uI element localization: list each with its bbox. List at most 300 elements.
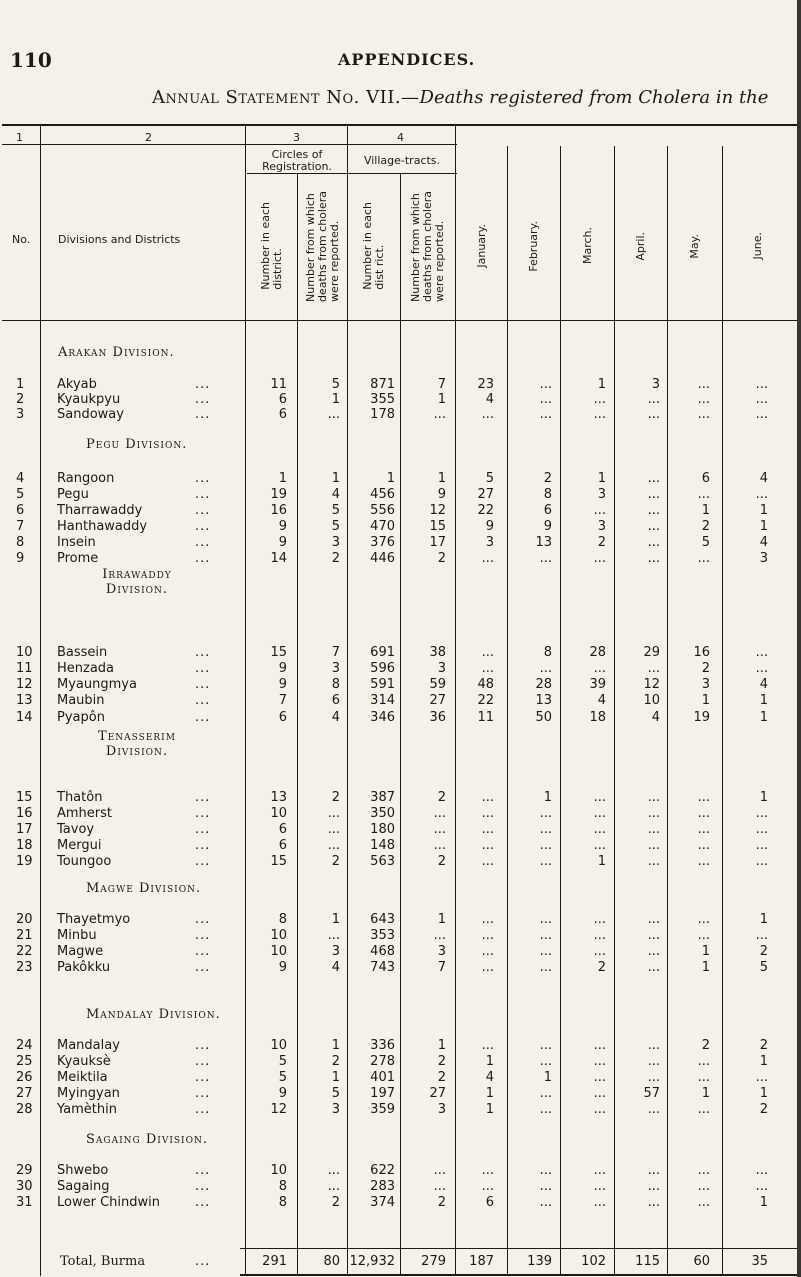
table-cell: ... <box>433 928 446 943</box>
table-cell: 13 <box>270 790 287 805</box>
table-cell: 1 <box>543 1070 552 1085</box>
leader-dots: ... <box>195 806 211 821</box>
table-cell: 743 <box>370 960 395 975</box>
header-divisions: Divisions and Districts <box>58 233 181 246</box>
table-cell: 13 <box>535 535 552 550</box>
district-name: Tharrawaddy <box>57 503 143 518</box>
table-cell: 50 <box>535 710 552 725</box>
table-cell: 1 <box>701 503 710 518</box>
table-top-rule <box>2 124 797 126</box>
table-cell: 3 <box>331 1102 340 1117</box>
leader-dots: ... <box>195 677 211 692</box>
header-march: March. <box>580 227 594 265</box>
header-june: June. <box>751 232 764 260</box>
colnum-rule <box>2 144 457 145</box>
table-cell: ... <box>647 1163 660 1178</box>
table-cell: ... <box>593 551 606 566</box>
table-cell: ... <box>593 822 606 837</box>
table-cell: ... <box>593 661 606 676</box>
leader-dots: ... <box>195 790 211 805</box>
table-cell: 7 <box>278 693 287 708</box>
table-cell: 5 <box>331 519 340 534</box>
table-cell: 18 <box>589 710 606 725</box>
table-cell: 353 <box>370 928 395 943</box>
table-cell: ... <box>433 838 446 853</box>
leader-dots: ... <box>195 1195 211 1210</box>
table-cell: ... <box>593 912 606 927</box>
table-cell: 36 <box>429 710 446 725</box>
table-cell: 180 <box>370 822 395 837</box>
table-cell: 4 <box>485 392 494 407</box>
table-cell: 57 <box>643 1086 660 1101</box>
table-cell: 1 <box>437 471 446 486</box>
header-village-reported: Number from which deaths from cholera were reported. <box>409 190 446 302</box>
table-cell: 6 <box>701 471 710 486</box>
table-cell: 2 <box>701 661 710 676</box>
table-cell: 13 <box>535 693 552 708</box>
table-row <box>0 487 801 503</box>
table-cell: 283 <box>370 1179 395 1194</box>
table-cell: 1 <box>437 1038 446 1053</box>
table-cell: ... <box>755 407 768 422</box>
table-cell: 29 <box>643 645 660 660</box>
leader-dots: ... <box>195 535 211 550</box>
table-cell: 2 <box>597 960 606 975</box>
table-cell: 1 <box>759 503 768 518</box>
table-cell: 1 <box>331 912 340 927</box>
table-cell: 1 <box>701 960 710 975</box>
table-row <box>0 1086 801 1102</box>
table-row <box>0 661 801 677</box>
table-cell: 5 <box>278 1070 287 1085</box>
table-cell: 3 <box>437 1102 446 1117</box>
running-head: APPENDICES. <box>338 50 476 69</box>
table-cell: 8 <box>543 645 552 660</box>
table-cell: 4 <box>331 487 340 502</box>
table-cell: ... <box>755 487 768 502</box>
table-cell: 2 <box>331 790 340 805</box>
district-name: Sandoway <box>57 407 124 422</box>
row-number: 25 <box>16 1054 33 1069</box>
table-cell: 178 <box>370 407 395 422</box>
section-heading: Pegu Division. <box>86 437 188 452</box>
group-header-village: Village-tracts. <box>363 154 441 167</box>
district-name: Magwe <box>57 944 104 959</box>
table-row <box>0 838 801 854</box>
table-cell: 2 <box>701 519 710 534</box>
table-cell: 5 <box>278 1054 287 1069</box>
section-heading: Magwe Division. <box>86 881 202 896</box>
table-cell: 1 <box>437 392 446 407</box>
table-cell: 596 <box>370 661 395 676</box>
table-cell: ... <box>539 661 552 676</box>
colnum-4: 4 <box>397 131 404 144</box>
table-cell: ... <box>697 822 710 837</box>
table-cell: 2 <box>759 1038 768 1053</box>
table-cell: ... <box>539 838 552 853</box>
table-cell: ... <box>593 1038 606 1053</box>
row-number: 27 <box>16 1086 33 1101</box>
header-village-number: Number in each dist rict. <box>361 202 386 290</box>
leader-dots: ... <box>195 912 211 927</box>
total-cell: 139 <box>527 1254 552 1269</box>
table-cell: 3 <box>331 661 340 676</box>
table-cell: ... <box>647 854 660 869</box>
table-cell: 1 <box>331 1038 340 1053</box>
table-cell: 2 <box>759 944 768 959</box>
table-cell: ... <box>593 407 606 422</box>
title-italic: Deaths registered from Cholera in the <box>419 87 769 108</box>
table-cell: 9 <box>278 960 287 975</box>
table-cell: ... <box>593 944 606 959</box>
table-cell: 2 <box>331 854 340 869</box>
leader-dots: ... <box>195 1038 211 1053</box>
table-cell: ... <box>647 790 660 805</box>
leader-dots: ... <box>195 1086 211 1101</box>
district-name: Tavoy <box>57 822 95 837</box>
total-cell: 115 <box>635 1254 660 1269</box>
table-cell: ... <box>593 1163 606 1178</box>
table-row <box>0 912 801 928</box>
row-number: 7 <box>16 519 25 534</box>
table-row <box>0 677 801 693</box>
table-cell: ... <box>593 392 606 407</box>
table-cell: 2 <box>437 854 446 869</box>
district-name: Myaungmya <box>57 677 137 692</box>
table-cell: 5 <box>331 1086 340 1101</box>
row-number: 1 <box>16 377 25 392</box>
table-cell: 6 <box>278 710 287 725</box>
row-number: 12 <box>16 677 33 692</box>
leader-dots: ... <box>195 710 211 725</box>
table-cell: ... <box>697 392 710 407</box>
district-name: Pyapôn <box>57 710 105 725</box>
table-cell: 15 <box>270 645 287 660</box>
table-cell: 359 <box>370 1102 395 1117</box>
table-cell: 10 <box>270 806 287 821</box>
table-cell: 1 <box>331 392 340 407</box>
table-cell: ... <box>539 822 552 837</box>
table-cell: 48 <box>477 677 494 692</box>
table-cell: 23 <box>477 377 494 392</box>
table-cell: ... <box>481 912 494 927</box>
table-cell: ... <box>647 1179 660 1194</box>
table-cell: ... <box>697 487 710 502</box>
table-cell: 8 <box>278 1195 287 1210</box>
section-heading: Sagaing Division. <box>86 1132 208 1147</box>
table-cell: ... <box>755 838 768 853</box>
table-cell: ... <box>539 377 552 392</box>
table-cell: 28 <box>589 645 606 660</box>
table-cell: 2 <box>759 1102 768 1117</box>
table-cell: 9 <box>278 519 287 534</box>
district-name: Henzada <box>57 661 115 676</box>
table-cell: ... <box>755 645 768 660</box>
row-number: 10 <box>16 645 33 660</box>
table-cell: 1 <box>331 1070 340 1085</box>
row-number: 20 <box>16 912 33 927</box>
table-cell: ... <box>433 1163 446 1178</box>
district-name: Mandalay <box>57 1038 120 1053</box>
table-cell: 1 <box>759 693 768 708</box>
table-row <box>0 1163 801 1179</box>
table-cell: 1 <box>759 1054 768 1069</box>
table-cell: 350 <box>370 806 395 821</box>
table-cell: 4 <box>651 710 660 725</box>
row-number: 26 <box>16 1070 33 1085</box>
table-cell: 38 <box>429 645 446 660</box>
district-name: Kyauksè <box>57 1054 111 1069</box>
table-cell: ... <box>755 1179 768 1194</box>
table-cell: 1 <box>759 1195 768 1210</box>
table-row <box>0 822 801 838</box>
leader-dots: ... <box>195 519 211 534</box>
table-cell: ... <box>647 487 660 502</box>
page-title <box>152 87 768 108</box>
table-cell: 556 <box>370 503 395 518</box>
total-cell: 35 <box>751 1254 768 1269</box>
table-cell: ... <box>697 1070 710 1085</box>
table-cell: 9 <box>437 487 446 502</box>
table-cell: 1 <box>759 1086 768 1101</box>
table-cell: ... <box>539 912 552 927</box>
table-cell: 9 <box>278 677 287 692</box>
row-number: 23 <box>16 960 33 975</box>
leader-dots: ... <box>195 822 211 837</box>
header-february: February. <box>527 220 540 272</box>
district-name: Insein <box>57 535 96 550</box>
table-cell: ... <box>481 407 494 422</box>
table-cell: 2 <box>437 1054 446 1069</box>
table-cell: ... <box>755 854 768 869</box>
table-cell: ... <box>697 806 710 821</box>
table-row <box>0 693 801 709</box>
table-row <box>0 407 801 423</box>
table-cell: ... <box>697 1179 710 1194</box>
table-cell: 3 <box>331 535 340 550</box>
table-cell: 3 <box>485 535 494 550</box>
table-cell: ... <box>755 928 768 943</box>
table-cell: 2 <box>437 790 446 805</box>
leader-dots: ... <box>195 392 211 407</box>
table-cell: 3 <box>597 519 606 534</box>
table-cell: ... <box>539 960 552 975</box>
row-number: 13 <box>16 693 33 708</box>
row-number: 17 <box>16 822 33 837</box>
header-circles-reported: Number from which deaths from cholera were reported. <box>303 190 341 302</box>
table-cell: ... <box>647 838 660 853</box>
table-cell: 14 <box>270 551 287 566</box>
table-cell: ... <box>755 1070 768 1085</box>
table-cell: 17 <box>429 535 446 550</box>
total-top-rule <box>240 1248 797 1249</box>
table-row <box>0 1102 801 1118</box>
table-cell: ... <box>327 822 340 837</box>
row-number: 30 <box>16 1179 33 1194</box>
section-heading: Arakan Division. <box>58 345 175 360</box>
table-cell: 7 <box>331 645 340 660</box>
table-cell: 12 <box>429 503 446 518</box>
table-cell: 591 <box>370 677 395 692</box>
table-row <box>0 854 801 870</box>
table-cell: 22 <box>477 693 494 708</box>
table-cell: 3 <box>701 677 710 692</box>
table-cell: 468 <box>370 944 395 959</box>
table-cell: 12 <box>643 677 660 692</box>
table-cell: ... <box>539 806 552 821</box>
district-name: Sagaing <box>57 1179 110 1194</box>
table-cell: ... <box>433 822 446 837</box>
table-row <box>0 519 801 535</box>
table-cell: ... <box>539 928 552 943</box>
table-row <box>0 790 801 806</box>
table-cell: ... <box>327 838 340 853</box>
district-name: Minbu <box>57 928 97 943</box>
table-cell: 6 <box>278 407 287 422</box>
leader-dots: ... <box>195 377 211 392</box>
table-cell: 5 <box>701 535 710 550</box>
section-heading: Tenasserim Division. <box>98 729 176 759</box>
table-cell: ... <box>481 854 494 869</box>
table-cell: ... <box>647 960 660 975</box>
table-cell: 387 <box>370 790 395 805</box>
table-cell: 8 <box>331 677 340 692</box>
table-cell: 9 <box>543 519 552 534</box>
total-cell: 187 <box>469 1254 494 1269</box>
table-cell: 2 <box>701 1038 710 1053</box>
district-name: Prome <box>57 551 99 566</box>
table-cell: 314 <box>370 693 395 708</box>
table-cell: ... <box>539 392 552 407</box>
district-name: Mergui <box>57 838 102 853</box>
table-row <box>0 1054 801 1070</box>
table-cell: 8 <box>278 1179 287 1194</box>
table-cell: 1 <box>485 1054 494 1069</box>
table-cell: 2 <box>331 551 340 566</box>
title-prefix: Annual Statement No. VII.— <box>152 87 420 108</box>
table-cell: ... <box>647 912 660 927</box>
district-name: Kyaukpyu <box>57 392 121 407</box>
table-cell: 622 <box>370 1163 395 1178</box>
table-cell: 10 <box>270 1163 287 1178</box>
table-cell: 1 <box>597 854 606 869</box>
table-row <box>0 960 801 976</box>
table-cell: ... <box>647 944 660 959</box>
leader-dots: ... <box>195 960 211 975</box>
table-cell: 563 <box>370 854 395 869</box>
table-cell: 4 <box>597 693 606 708</box>
table-cell: 15 <box>429 519 446 534</box>
table-cell: ... <box>593 806 606 821</box>
table-cell: 1 <box>485 1102 494 1117</box>
table-cell: 4 <box>759 471 768 486</box>
table-row <box>0 1038 801 1054</box>
leader-dots: ... <box>195 944 211 959</box>
table-row <box>0 503 801 519</box>
table-cell: ... <box>327 1163 340 1178</box>
table-cell: 470 <box>370 519 395 534</box>
table-cell: 197 <box>370 1086 395 1101</box>
table-cell: ... <box>481 661 494 676</box>
leader-dots: ... <box>195 928 211 943</box>
table-cell: ... <box>647 535 660 550</box>
district-name: Amherst <box>57 806 113 821</box>
row-number: 24 <box>16 1038 33 1053</box>
table-cell: ... <box>539 1054 552 1069</box>
table-cell: 643 <box>370 912 395 927</box>
table-cell: ... <box>539 1195 552 1210</box>
group-rule <box>247 173 457 174</box>
row-number: 8 <box>16 535 25 550</box>
table-cell: ... <box>539 1163 552 1178</box>
table-cell: ... <box>481 1179 494 1194</box>
table-cell: 1 <box>701 944 710 959</box>
leader-dots: ... <box>195 1102 211 1117</box>
table-cell: 5 <box>331 377 340 392</box>
table-cell: 27 <box>477 487 494 502</box>
table-cell: ... <box>755 661 768 676</box>
total-bottom-rule <box>240 1274 797 1276</box>
table-cell: 456 <box>370 487 395 502</box>
table-cell: ... <box>697 1102 710 1117</box>
table-cell: 374 <box>370 1195 395 1210</box>
table-cell: ... <box>481 838 494 853</box>
table-cell: 9 <box>485 519 494 534</box>
table-cell: 3 <box>331 944 340 959</box>
table-cell: ... <box>697 551 710 566</box>
leader-dots: ... <box>195 838 211 853</box>
total-cell: 279 <box>421 1254 446 1269</box>
leader-dots: ... <box>195 693 211 708</box>
table-cell: 1 <box>759 710 768 725</box>
table-cell: ... <box>593 1102 606 1117</box>
table-cell: ... <box>647 1102 660 1117</box>
table-cell: 27 <box>429 693 446 708</box>
table-cell: ... <box>697 407 710 422</box>
table-row <box>0 535 801 551</box>
header-circles-number: Number in each district. <box>259 202 284 290</box>
table-cell: 5 <box>485 471 494 486</box>
table-cell: ... <box>481 1163 494 1178</box>
table-cell: 3 <box>597 487 606 502</box>
district-name: Thayetmyo <box>57 912 131 927</box>
district-name: Pakôkku <box>57 960 111 975</box>
table-cell: ... <box>481 960 494 975</box>
table-cell: 11 <box>477 710 494 725</box>
table-cell: 15 <box>270 854 287 869</box>
leader-dots: ... <box>195 854 211 869</box>
table-cell: 5 <box>759 960 768 975</box>
group-header-circles: Circles of Registration. <box>262 148 332 173</box>
row-number: 22 <box>16 944 33 959</box>
table-cell: ... <box>593 1086 606 1101</box>
table-cell: 2 <box>543 471 552 486</box>
table-cell: 59 <box>429 677 446 692</box>
table-cell: 4 <box>485 1070 494 1085</box>
district-name: Bassein <box>57 645 108 660</box>
table-cell: ... <box>539 551 552 566</box>
table-cell: ... <box>697 1195 710 1210</box>
table-cell: 1 <box>701 693 710 708</box>
table-cell: 1 <box>759 790 768 805</box>
row-number: 19 <box>16 854 33 869</box>
table-cell: 9 <box>278 535 287 550</box>
table-cell: ... <box>593 1054 606 1069</box>
page-number: 110 <box>10 48 52 72</box>
total-label: Total, Burma <box>60 1254 146 1269</box>
row-number: 3 <box>16 407 25 422</box>
table-cell: ... <box>433 1179 446 1194</box>
